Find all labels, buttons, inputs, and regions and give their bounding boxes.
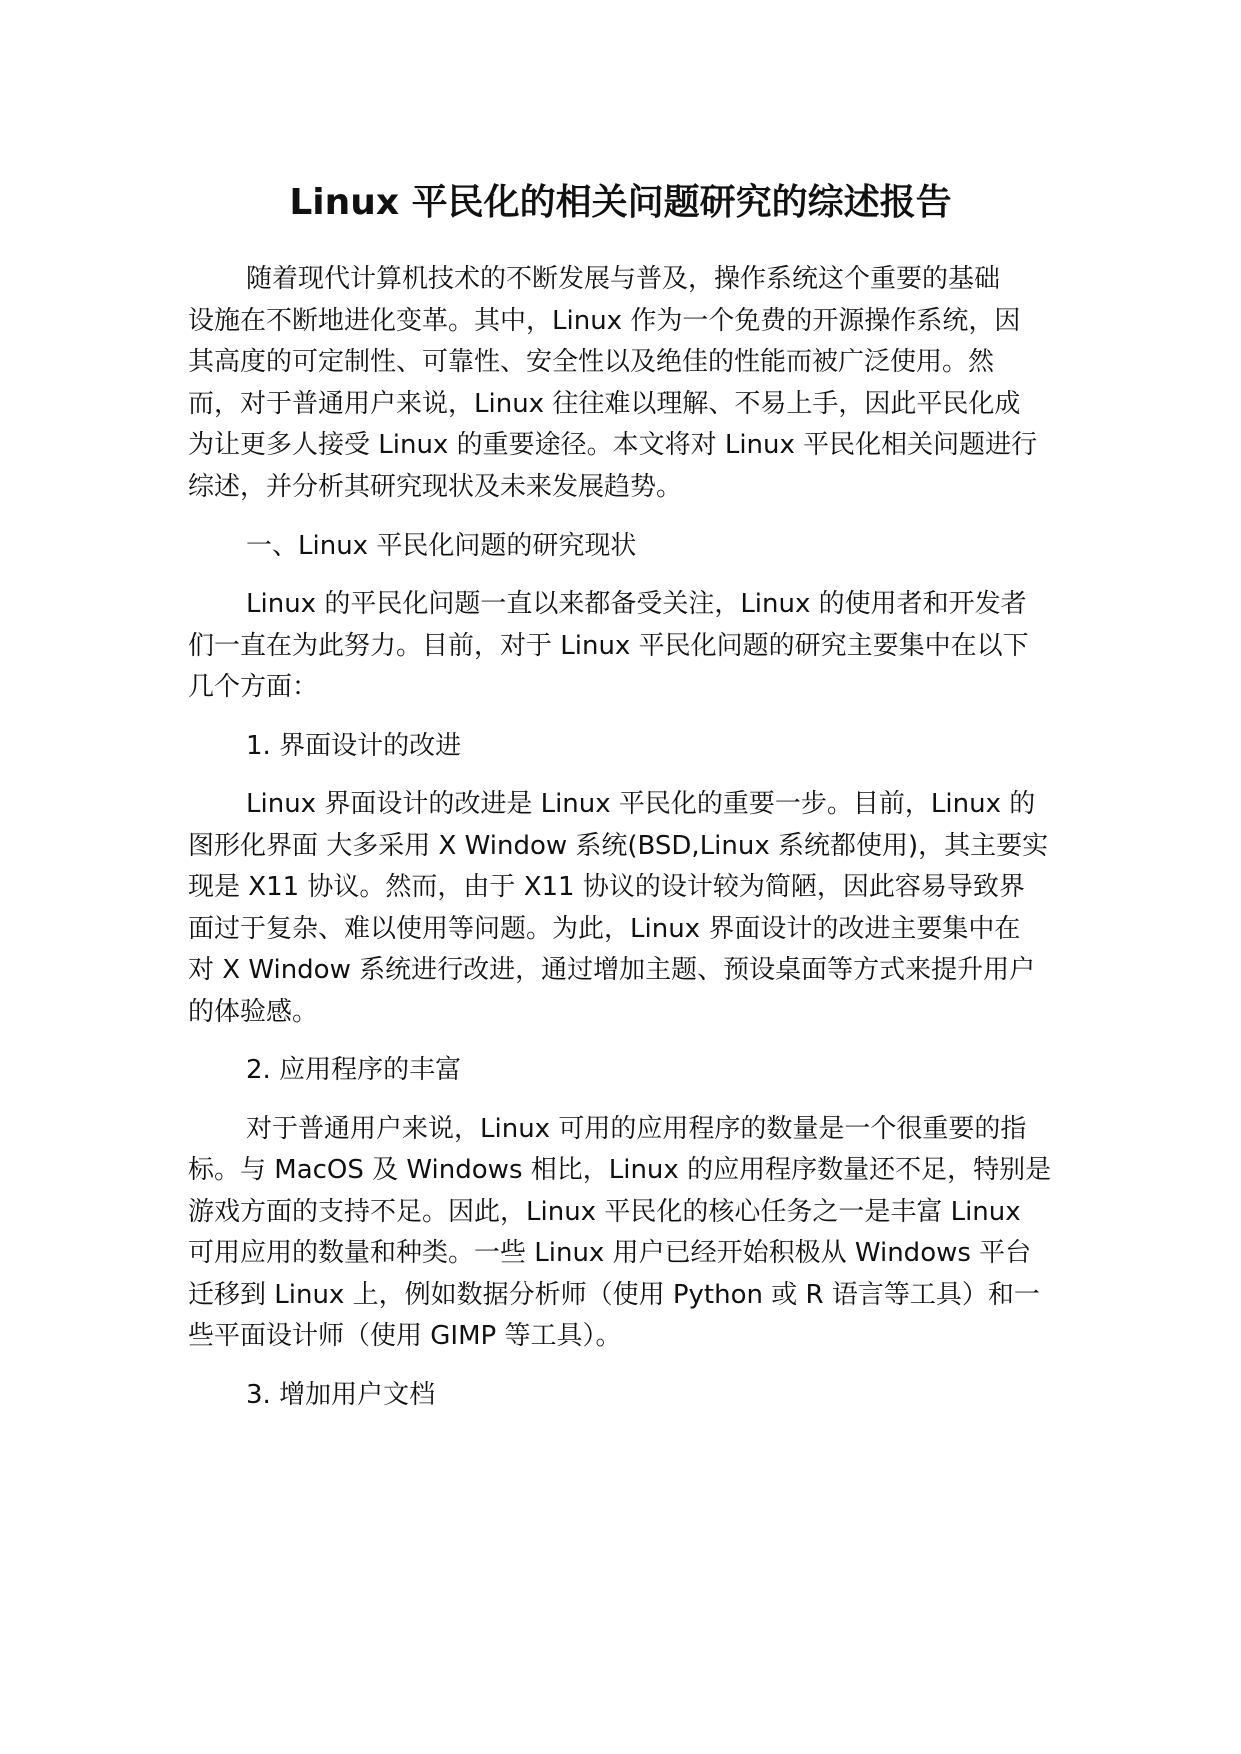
paragraph-3-line: 图形化界面 大多采用 X Window 系统(BSD,Linux 系统都使用)，其主要实 — [188, 831, 1049, 861]
paragraph-3-line: Linux 界面设计的改进是 Linux 平民化的重要一步。目前，Linux 的 — [246, 789, 1036, 819]
paragraph-4-line: 游戏方面的支持不足。因此，Linux 平民化的核心任务之一是丰富 Linux — [188, 1197, 1021, 1227]
paragraph-1-line: 随着现代计算机技术的不断发展与普及，操作系统这个重要的基础 — [246, 264, 1001, 294]
section-heading: 一、Linux 平民化问题的研究现状 — [246, 531, 637, 561]
paragraph-2-line: Linux 的平民化问题一直以来都备受关注，Linux 的使用者和开发者 — [246, 589, 1027, 619]
paragraph-1-line: 设施在不断地进化变革。其中，Linux 作为一个免费的开源操作系统，因 — [188, 306, 1021, 336]
paragraph-4-line: 对于普通用户来说，Linux 可用的应用程序的数量是一个很重要的指 — [246, 1114, 1027, 1144]
paragraph-2-line: 几个方面： — [188, 672, 319, 702]
subsection-heading-2: 2. 应用程序的丰富 — [246, 1055, 462, 1085]
paragraph-4-line: 标。与 MacOS 及 Windows 相比，Linux 的应用程序数量还不足，特别是 — [188, 1155, 1052, 1185]
paragraph-3-line: 对 X Window 系统进行改进，通过增加主题、预设桌面等方式来提升用户 — [188, 955, 1036, 985]
paragraph-4-line: 可用应用的数量和种类。一些 Linux 用户已经开始积极从 Windows 平台 — [188, 1238, 1032, 1268]
subsection-heading-1: 1. 界面设计的改进 — [246, 731, 462, 761]
paragraph-3-line: 面过于复杂、难以使用等问题。为此，Linux 界面设计的改进主要集中在 — [188, 914, 1021, 944]
paragraph-1-line: 为让更多人接受 Linux 的重要途径。本文将对 Linux 平民化相关问题进行 — [188, 430, 1038, 460]
document-title: Linux 平民化的相关问题研究的综述报告 — [289, 182, 952, 223]
paragraph-4-line: 些平面设计师（使用 GIMP 等工具）。 — [188, 1321, 622, 1351]
paragraph-1-line: 综述，并分析其研究现状及未来发展趋势。 — [188, 472, 683, 502]
paragraph-1-line: 其高度的可定制性、可靠性、安全性以及绝佳的性能而被广泛使用。然 — [188, 347, 995, 377]
paragraph-4-line: 迁移到 Linux 上，例如数据分析师（使用 Python 或 R 语言等工具）和一 — [188, 1280, 1040, 1310]
paragraph-2-line: 们一直在为此努力。目前，对于 Linux 平民化问题的研究主要集中在以下 — [188, 631, 1029, 661]
paragraph-3-line: 现是 X11 协议。然而，由于 X11 协议的设计较为简陋，因此容易导致界 — [188, 872, 1025, 902]
paragraph-1-line: 而，对于普通用户来说，Linux 往往难以理解、不易上手，因此平民化成 — [188, 389, 1021, 419]
subsection-heading-3: 3. 增加用户文档 — [246, 1380, 436, 1410]
paragraph-3-line: 的体验感。 — [188, 997, 319, 1027]
